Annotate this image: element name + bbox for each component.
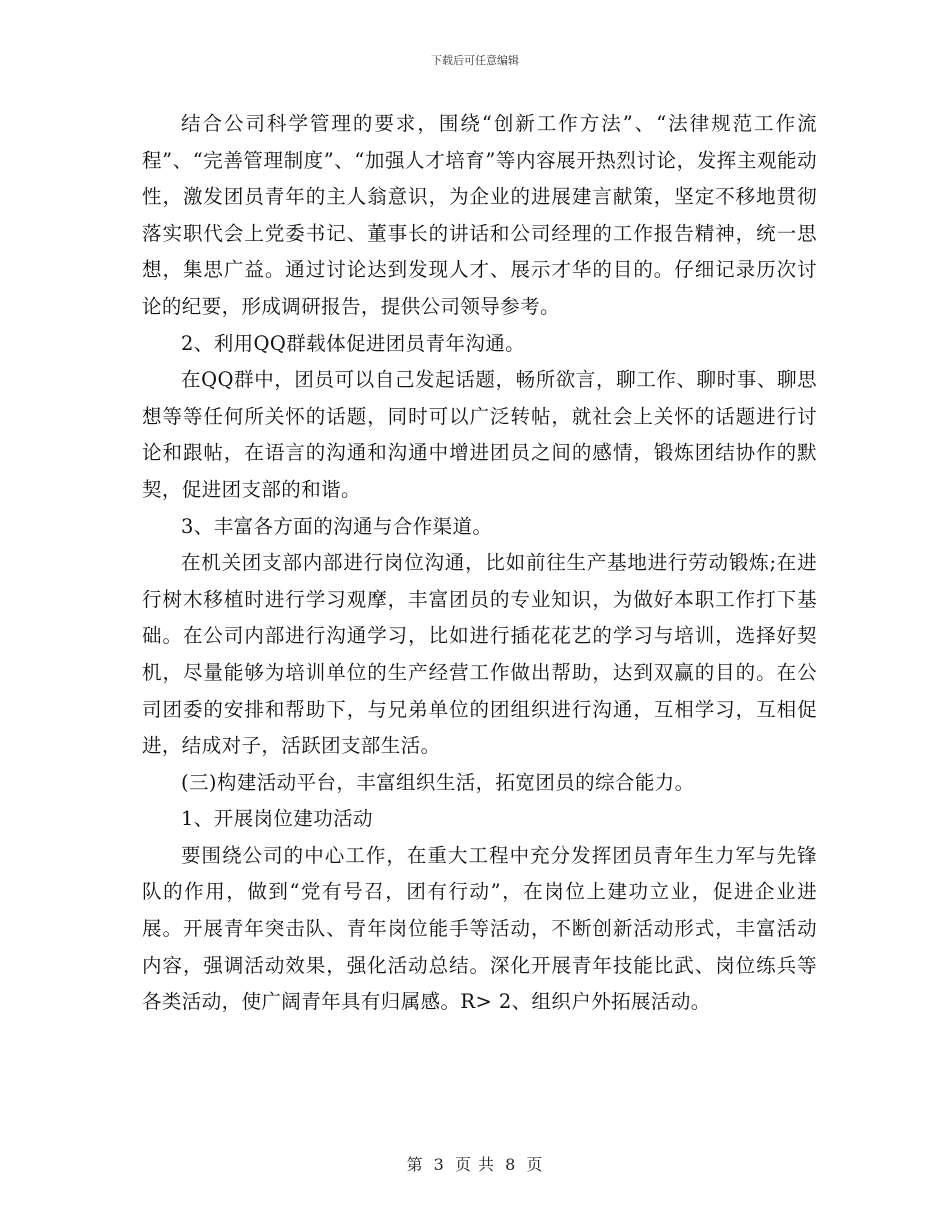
document-body	[142, 106, 817, 1021]
footer-suffix: 页	[526, 1155, 544, 1174]
footer-total-pages: 8	[505, 1155, 517, 1174]
heading-communication-channels: 3、丰富各方面的沟通与合作渠道。	[181, 514, 493, 538]
paragraph-post-achievement: 要围绕公司的中心工作，在重大工程中充分发挥团员青年生力军与先锋队的作用，做到“党有号召，团有行动”，在岗位上建功立业，促进企业进展。开展青年突击队、青年岗位能手等活动，不断创新活动形式，丰富活动内容，强调活动效果，强化活动总结。深化开展青年技能比武、岗位练兵等各类活动，使广阔青年具有归属感。R> 2、组织户外拓展活动。	[142, 843, 817, 1014]
heading-post-achievement: 1、开展岗位建功活动	[181, 807, 373, 831]
paragraph-communication-channels: 在机关团支部内部进行岗位沟通，比如前往生产基地进行劳动锻炼;在进行树木移植时进行学习观摩，丰富团员的专业知识，为做好本职工作打下基础。在公司内部进行沟通学习，比如进行插花花艺的学习与培训，选择好契机，尽量能够为培训单位的生产经营工作做出帮助，达到双赢的目的。在公司团委的安排和帮助下，与兄弟单位的团组织进行沟通，互相学习，互相促进，结成对子，活跃团支部生活。	[142, 551, 817, 758]
paragraph-qq-group: 在QQ群中，团员可以自己发起话题，畅所欲言，聊工作、聊时事、聊思想等等任何所关怀的话题，同时可以广泛转帖，就社会上关怀的话题进行讨论和跟帖，在语言的沟通和沟通中增进团员之间的感情，锻炼团结协作的默契，促进团支部的和谐。	[142, 368, 817, 501]
footer-prefix: 第	[406, 1155, 424, 1174]
heading-activity-platform: (三)构建活动平台，丰富组织生活，拓宽团员的综合能力。	[181, 770, 695, 794]
page-footer	[0, 1152, 950, 1175]
footer-middle: 页 共	[454, 1155, 496, 1174]
page-header: 下载后可任意编辑	[431, 54, 519, 67]
footer-current-page: 3	[433, 1155, 445, 1174]
paragraph-discussion: 结合公司科学管理的要求，围绕“创新工作方法”、“法律规范工作流程”、“完善管理制度”、“加强人才培育”等内容展开热烈讨论，发挥主观能动性，激发团员青年的主人翁意识，为企业的进展建言献策，坚定不移地贯彻落实职代会上党委书记、董事长的讲话和公司经理的工作报告精神，统一思想，集思广益。通过讨论达到发现人才、展示才华的目的。仔细记录历次讨论的纪要，形成调研报告，提供公司领导参考。	[142, 112, 817, 318]
heading-qq-group: 2、利用QQ群载体促进团员青年沟通。	[181, 331, 526, 355]
